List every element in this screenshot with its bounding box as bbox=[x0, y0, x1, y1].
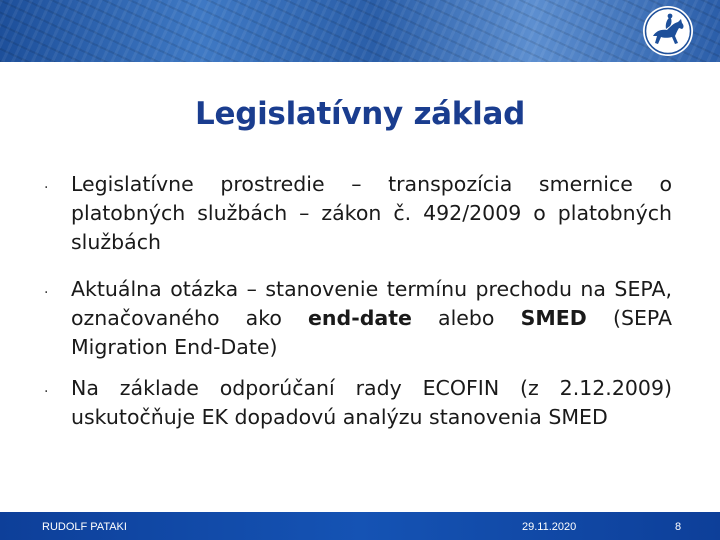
bullet-item-current-question bbox=[44, 275, 672, 362]
bullet-text bbox=[71, 374, 672, 432]
slide-title: Legislatívny základ bbox=[195, 96, 525, 132]
bold-term-smed: SMED bbox=[520, 306, 587, 330]
horse-rider-emblem-icon bbox=[641, 4, 695, 58]
bold-term-end-date: end-date bbox=[308, 306, 412, 330]
bullet-text bbox=[71, 170, 672, 257]
bullet-item-ecofin bbox=[44, 374, 672, 432]
bullet-text-segment: (SEPA Migration End-Date) bbox=[71, 306, 672, 359]
bullet-text-segment: Aktuálna otázka – stanovenie termínu prechodu na SEPA, označovaného ako bbox=[71, 277, 672, 330]
header-banner bbox=[0, 0, 720, 62]
bullet-text-segment: alebo bbox=[411, 306, 521, 330]
bullet-text-segment: Na základe odporúčaní rady ECOFIN (z 2.12.2009) uskutočňuje EK dopadovú analýzu stanovenia SMED bbox=[71, 376, 672, 429]
footer-author: RUDOLF PATAKI bbox=[42, 521, 127, 533]
bullet-text bbox=[71, 275, 672, 362]
bullet-marker: · bbox=[44, 180, 49, 196]
footer-date: 29.11.2020 bbox=[522, 521, 577, 533]
footer-page-number: 8 bbox=[675, 521, 682, 533]
footer-bar bbox=[0, 512, 720, 540]
bullet-marker: · bbox=[44, 384, 49, 400]
bullet-text-segment: Legislatívne prostredie – transpozícia smernice o platobných službách – zákon č. 492/2009 o platobných službách bbox=[71, 172, 672, 254]
bullet-item-legal-environment bbox=[44, 170, 672, 257]
bullet-marker: · bbox=[44, 285, 49, 301]
